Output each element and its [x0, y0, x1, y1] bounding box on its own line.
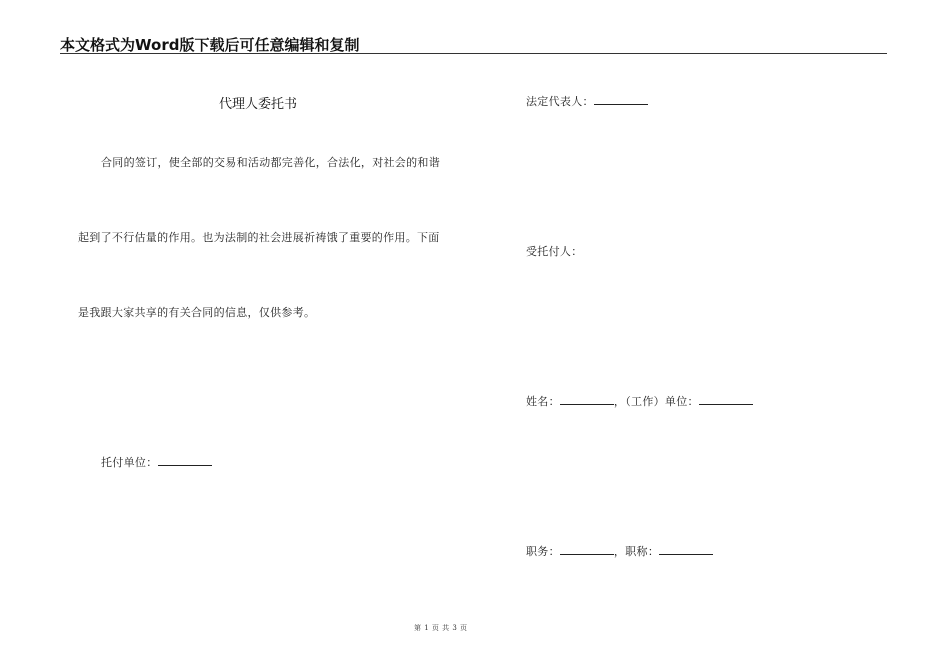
title-label: 职称：: [625, 545, 660, 558]
legal-rep-label: 法定代表人：: [526, 95, 594, 108]
agent-label: 受托付人：: [526, 245, 583, 258]
paragraph-line-2: 起到了不行估量的作用。也为法制的社会进展祈祷饿了重要的作用。下面: [78, 231, 440, 244]
header-title: 本文格式为Word版下载后可任意编辑和复制: [60, 36, 360, 54]
client-unit-blank: [158, 456, 212, 466]
header-divider: [60, 53, 887, 54]
client-unit-row: [101, 454, 212, 470]
client-unit-label: 托付单位：: [101, 456, 158, 469]
name-blank: [560, 395, 614, 405]
page-footer: 第 1 页 共 3 页: [414, 624, 468, 632]
legal-rep-blank: [594, 95, 648, 105]
position-separator: ，: [613, 545, 626, 558]
paragraph-line-1: 合同的签订，使全部的交易和活动都完善化，合法化，对社会的和谐: [101, 156, 440, 169]
position-label: 职务：: [526, 545, 560, 558]
paragraph-line-3: 是我跟大家共享的有关合同的信息，仅供参考。: [78, 306, 316, 319]
work-unit-label: （工作）单位：: [625, 395, 699, 408]
legal-rep-row: [526, 93, 648, 109]
name-label: 姓名：: [526, 395, 560, 408]
position-title-row: [526, 543, 713, 559]
position-blank: [560, 545, 614, 555]
name-unit-row: [526, 393, 753, 409]
name-separator: ，: [613, 395, 626, 408]
document-title: 代理人委托书: [219, 97, 298, 112]
work-unit-blank: [699, 395, 753, 405]
title-blank: [659, 545, 713, 555]
